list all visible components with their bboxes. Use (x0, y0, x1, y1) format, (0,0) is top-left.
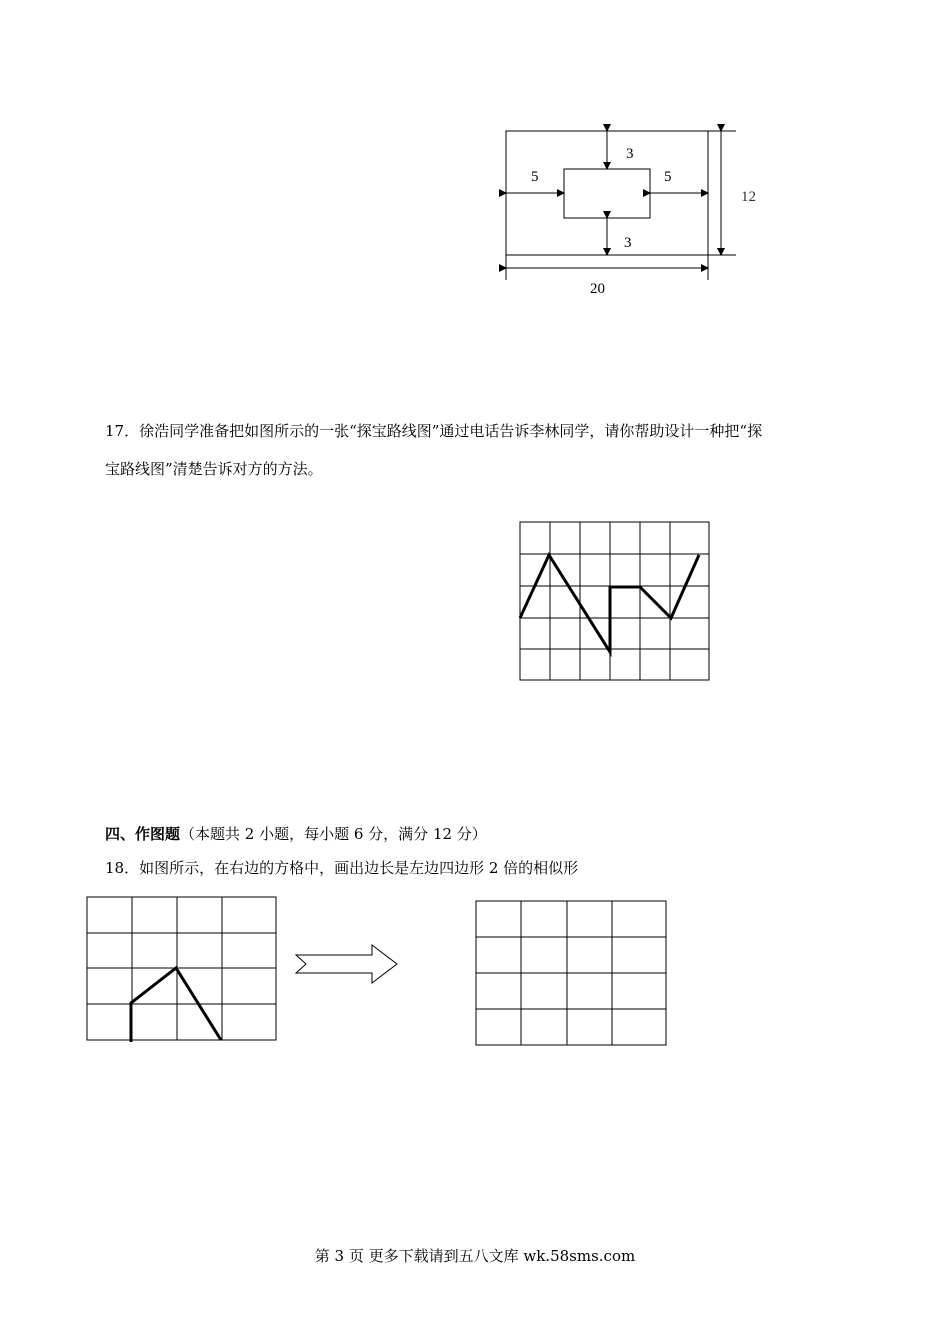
dim-height-label: 12 (741, 189, 756, 205)
question-18: 18．如图所示，在右边的方格中，画出边长是左边四边形 2 倍的相似形 (105, 859, 579, 877)
question-17-line1: 17．徐浩同学准备把如图所示的一张“探宝路线图”通过电话告诉李林同学，请你帮助设计一种把“探 (105, 422, 763, 440)
question-17-line2: 宝路线图”清楚告诉对方的方法。 (105, 460, 323, 478)
dim-top-label: 3 (626, 146, 634, 162)
page-footer: 第 3 页 更多下载请到五八文库 wk.58sms.com (314, 1247, 636, 1265)
dim-width-label: 20 (590, 281, 605, 297)
dim-bottom-label: 3 (624, 235, 632, 251)
section-4-note: （本题共 2 小题，每小题 6 分，满分 12 分） (180, 825, 487, 843)
dim-right-label: 5 (664, 169, 672, 185)
dim-left-label: 5 (531, 169, 539, 185)
section-4-title: 四、作图题 (105, 825, 181, 843)
